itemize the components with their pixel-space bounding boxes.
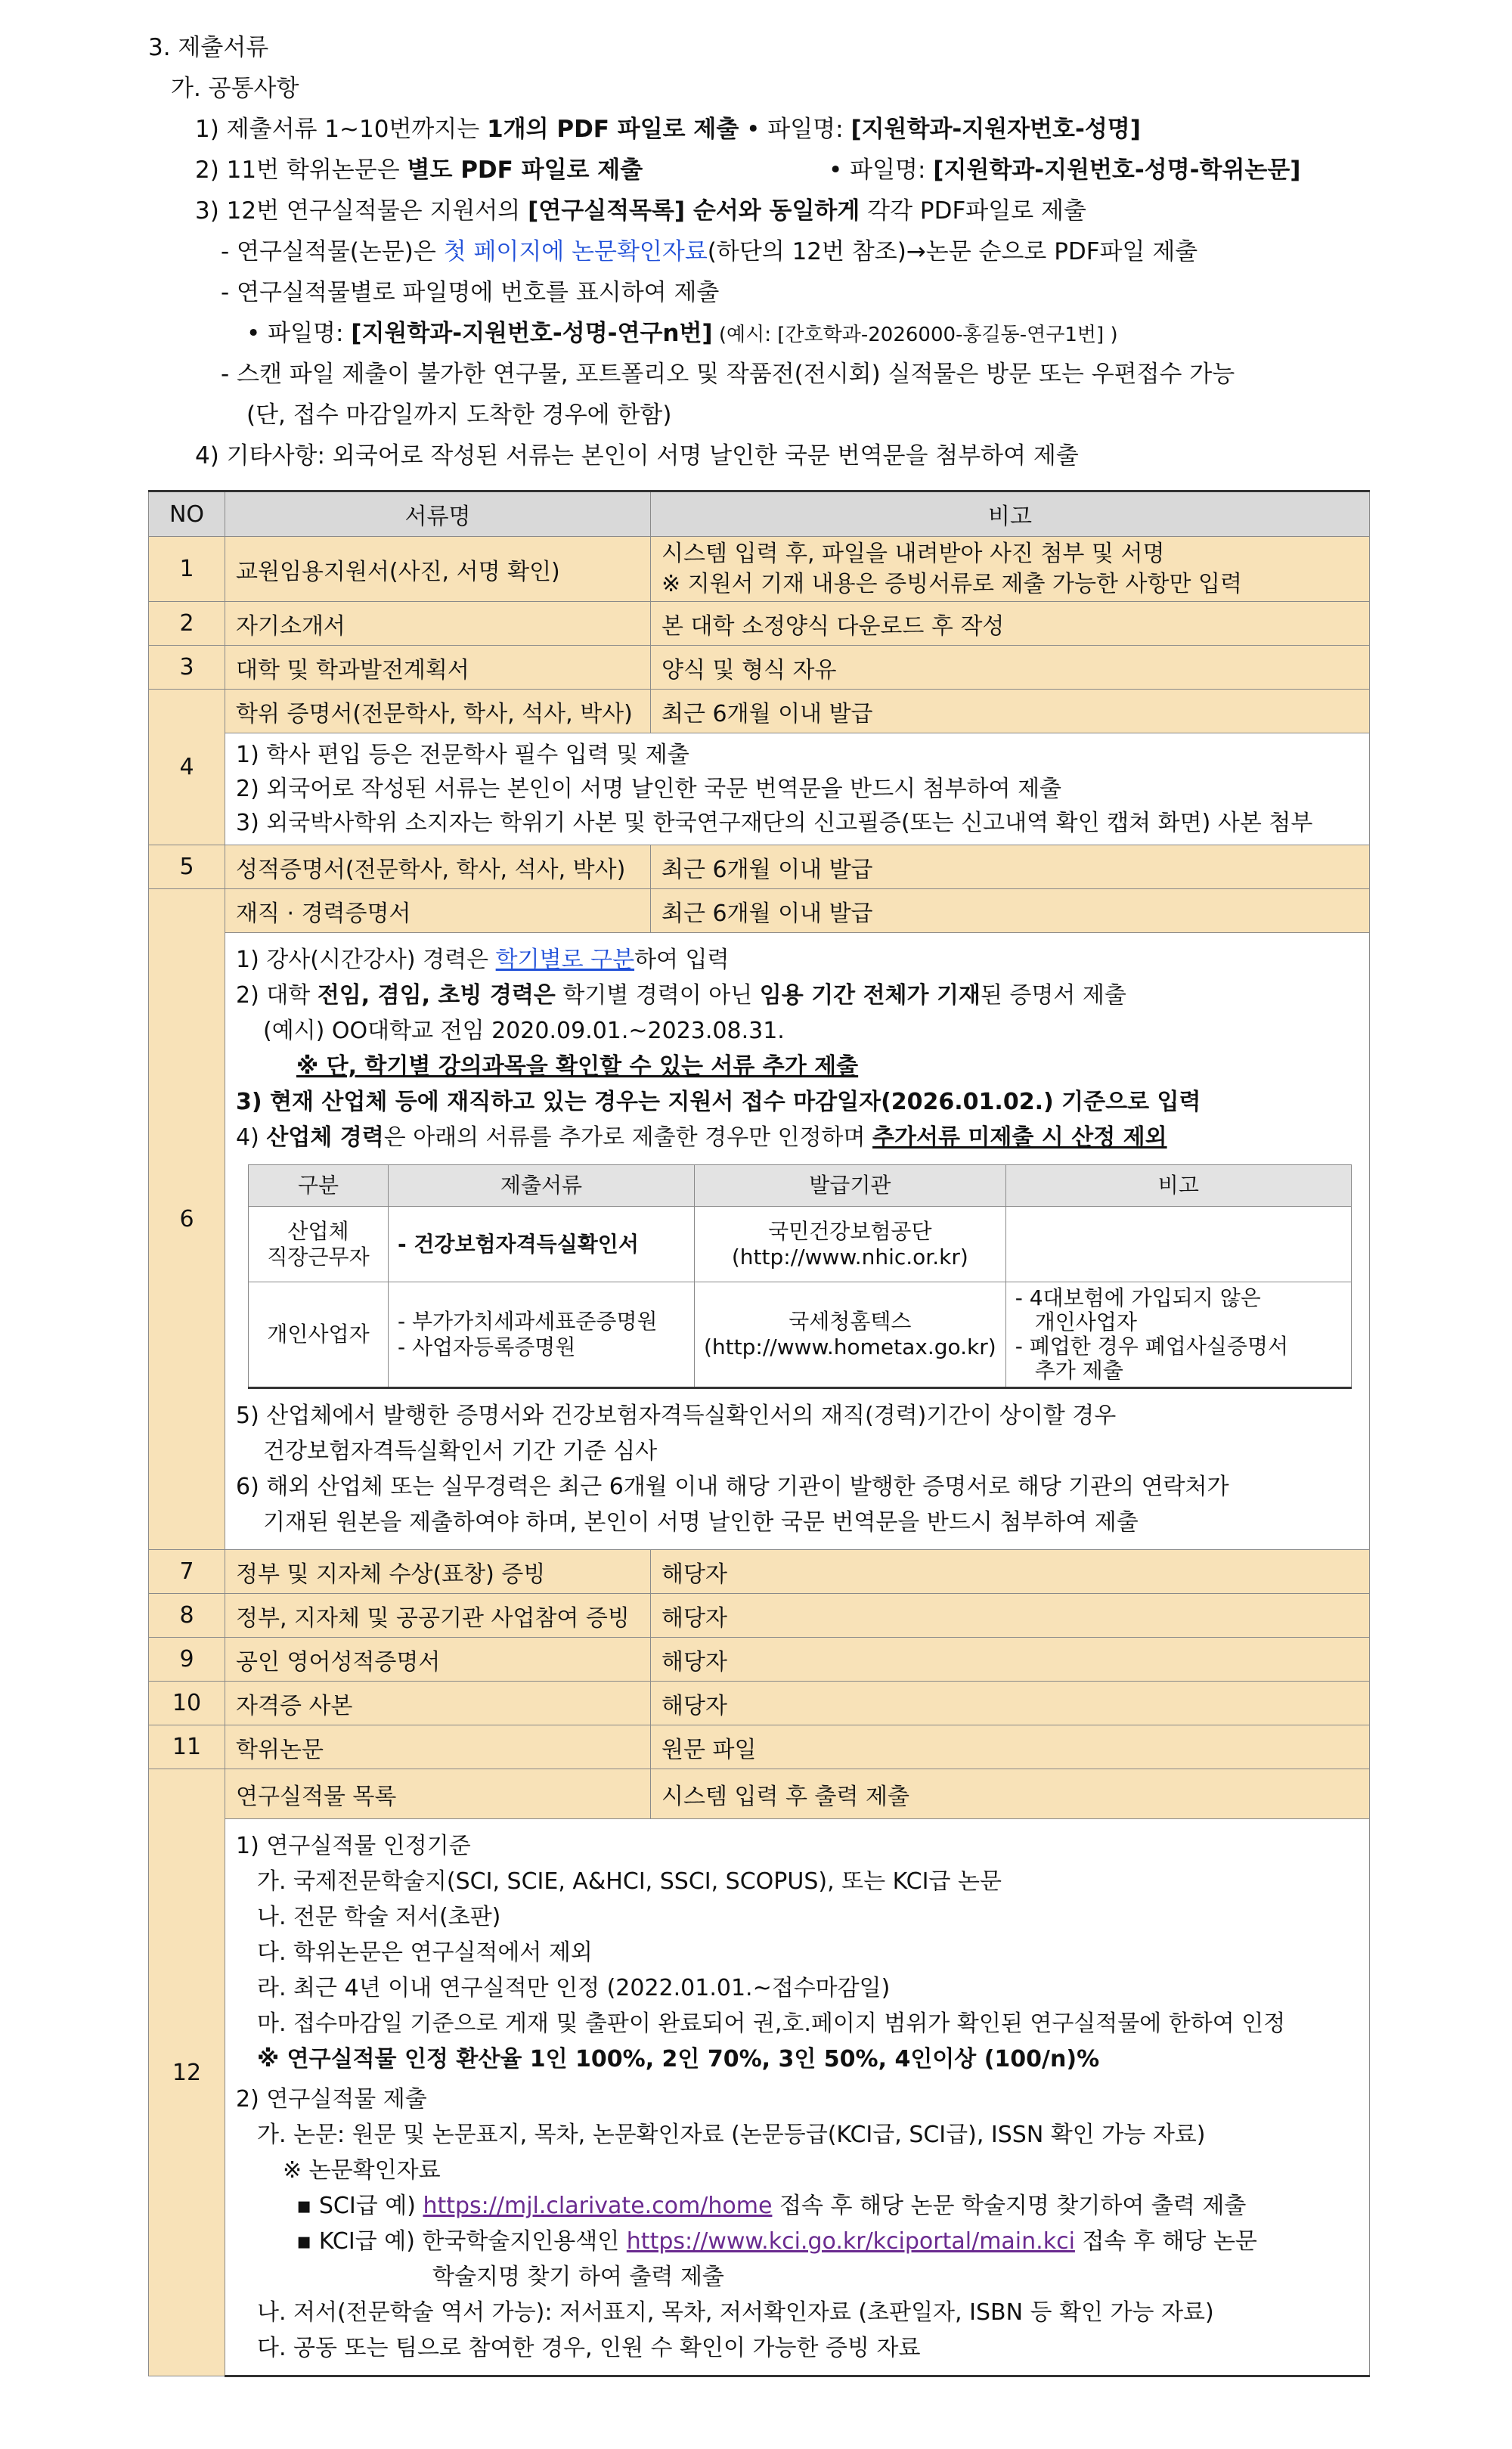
detail-text: 접속 후 해당 논문 학술지명 찾기하여 출력 제출 [772,2193,1247,2219]
table-row [149,1725,1370,1769]
row-no: 9 [149,1638,225,1682]
item-2-text: 2) 11번 학위논문은 [195,157,407,184]
header-no: NO [149,491,225,537]
row-document-name: 공인 영어성적증명서 [225,1638,651,1682]
row-document-name: 정부, 지자체 및 공공기관 사업참여 증빙 [225,1594,651,1638]
item-3-sub-3-label: • 파일명: [246,320,352,347]
sub-issuer [695,1207,1006,1282]
detail-line: 마. 접수마감일 기준으로 게재 및 출판이 완료되어 권,호.페이지 범위가 확인된 연구실적물에 한하여 인정 [257,2010,1286,2037]
item-3-sub-1-end: (하단의 12번 참조)→논문 순으로 PDF파일 제출 [707,238,1198,265]
table-header-row [149,491,1370,537]
item-4: 4) 기타사항: 외국어로 작성된 서류는 본인이 서명 날인한 국문 번역문을 첨부하여 제출 [195,442,1079,470]
row-document-name: 대학 및 학과발전계획서 [225,646,651,690]
table-row-detail [149,933,1370,1550]
sub-type-line: 산업체 [287,1218,349,1244]
row-remarks: 해당자 [651,1638,1370,1682]
detail-line: 다. 공동 또는 팀으로 참여한 경우, 인원 수 확인이 가능한 증빙 자료 [257,2335,921,2361]
detail-emphasis: 추가서류 미제출 시 산정 제외 [872,1124,1167,1151]
row-detail [225,933,1370,1550]
sub-header: 발급기관 [695,1165,1006,1207]
row-document-name: 연구실적물 목록 [225,1769,651,1819]
table-row [149,646,1370,690]
item-3-sub-1-highlight: 첫 페이지에 논문확인자료 [443,238,708,265]
item-1-filename-label: • 파일명: [739,116,851,143]
detail-highlight: 학기별로 구분 [495,947,635,973]
row-document-name: 교원임용지원서(사진, 서명 확인) [225,537,651,602]
detail-text: ▪ KCI급 예) 한국학술지인용색인 [296,2228,627,2255]
item-2-filename-label: • 파일명: [829,157,934,184]
item-1 [195,113,1141,145]
sub-document-line: - 부가가치세과세표준증명원 [398,1309,658,1334]
detail-line: 6) 해외 산업체 또는 실무경력은 최근 6개월 이내 해당 기관이 발행한 증명서로 해당 기관의 연락처가 [236,1474,1229,1500]
table-row-detail [149,1819,1370,2376]
detail-line: ※ 연구실적물 인정 환산율 1인 100%, 2인 70%, 3인 50%, 4인이상 (100/n)% [257,2046,1100,2072]
item-3-sub-3-filename: [지원학과-지원번호-성명-연구n번] [351,320,713,347]
kci-link[interactable]: https://www.kci.go.kr/kciportal/main.kci [626,2228,1075,2255]
item-3 [195,195,1086,227]
sub-type [249,1207,389,1282]
sub-header: 구분 [249,1165,389,1207]
detail-emphasis: 전임, 겸임, 초빙 경력은 [317,982,556,1009]
sub-row [249,1207,1352,1282]
row-document-name: 성적증명서(전문학사, 학사, 석사, 박사) [225,845,651,889]
table-row [149,889,1370,933]
sub-row [249,1282,1352,1388]
row-no: 7 [149,1550,225,1594]
sub-header: 비고 [1005,1165,1351,1207]
row-remarks: 최근 6개월 이내 발급 [651,889,1370,933]
sub-document: - 건강보험자격득실확인서 [389,1207,695,1282]
table-row [149,1769,1370,1819]
sub-document [389,1282,695,1388]
sub-issuer-name: 국세청홈텍스 [789,1309,912,1334]
row-remarks: 최근 6개월 이내 발급 [651,845,1370,889]
row-no: 3 [149,646,225,690]
detail-line [236,978,1359,1013]
documents-table [148,490,1370,2377]
item-2-filename-block [829,154,1300,186]
row-detail [225,1819,1370,2376]
row-no: 12 [149,1769,225,2376]
detail-line [236,1120,1359,1155]
row-remarks-line: 시스템 입력 후, 파일을 내려받아 사진 첨부 및 서명 [662,540,1165,567]
row-no: 11 [149,1725,225,1769]
row-remarks: 본 대학 소정양식 다운로드 후 작성 [651,602,1370,646]
table-row [149,1638,1370,1682]
row-remarks: 원문 파일 [651,1725,1370,1769]
detail-line: 2) 외국어로 작성된 서류는 본인이 서명 날인한 국문 번역문을 반드시 첨부하여 제출 [236,776,1062,802]
table-row [149,602,1370,646]
row-document-name: 학위논문 [225,1725,651,1769]
row-remarks: 최근 6개월 이내 발급 [651,690,1370,733]
sub-note-line: 추가 제출 [1034,1358,1123,1383]
detail-text: 은 아래의 서류를 추가로 제출한 경우만 인정하며 [383,1124,873,1151]
item-3-emphasis: [연구실적목록] 순서와 동일하게 [528,197,860,225]
item-3-sub-3 [246,318,1118,351]
detail-line: ※ 단, 학기별 강의과목을 확인할 수 있는 서류 추가 제출 [296,1053,859,1080]
table-row-detail [149,733,1370,845]
sub-issuer-url: (http://www.nhic.or.kr) [731,1244,968,1269]
row-document-name: 재직 · 경력증명서 [225,889,651,933]
detail-line: 3) 현재 산업체 등에 재직하고 있는 경우는 지원서 접수 마감일자(2026.01.02.) 기준으로 입력 [236,1089,1201,1115]
table-row [149,1682,1370,1725]
table-row [149,845,1370,889]
detail-line: 나. 전문 학술 저서(초판) [257,1904,501,1930]
row-remarks-line: ※ 지원서 기재 내용은 증빙서류로 제출 가능한 사항만 입력 [662,570,1242,597]
table-row [149,690,1370,733]
detail-line: ※ 논문확인자료 [283,2157,441,2184]
item-3-sub-3-example: (예시: [간호학과-2026000-홍길동-연구1번] ) [712,324,1118,346]
detail-line [236,942,1359,978]
table-row [149,1594,1370,1638]
sub-note [1005,1282,1351,1388]
detail-line: 1) 연구실적물 인정기준 [236,1833,471,1859]
sub-document-line: - 사업자등록증명원 [398,1335,576,1359]
detail-line: 건강보험자격득실확인서 기간 기준 심사 [263,1438,658,1465]
sub-note [1005,1207,1351,1282]
detail-emphasis: 임용 기간 전체가 기재 [759,982,981,1009]
detail-text: 2) 대학 [236,982,318,1009]
sub-note-line: 개인사업자 [1034,1310,1137,1335]
detail-line: 5) 산업체에서 발행한 증명서와 건강보험자격득실확인서의 재직(경력)기간이 상이할 경우 [236,1403,1117,1429]
detail-line: 나. 저서(전문학술 역서 가능): 저서표지, 목차, 저서확인자료 (초판일자, ISBN 등 확인 가능 자료) [257,2299,1214,2326]
detail-line: (예시) OO대학교 전임 2020.09.01.~2023.08.31. [263,1018,785,1044]
sub-issuer-url: (http://www.hometax.go.kr) [704,1335,996,1359]
detail-text: 학기별 경력이 아닌 [555,982,760,1009]
sub-header-row [249,1165,1352,1207]
sub-type-line: 직장근무자 [267,1244,370,1269]
detail-line: 가. 국제전문학술지(SCI, SCIE, A&HCI, SSCI, SCOPUS), 또는 KCI급 논문 [257,1868,1002,1895]
detail-line [236,2188,1359,2224]
detail-line [236,2224,1359,2259]
row-document-name: 학위 증명서(전문학사, 학사, 석사, 박사) [225,690,651,733]
sci-link[interactable]: https://mjl.clarivate.com/home [423,2193,773,2219]
detail-text: 접속 후 해당 논문 [1074,2228,1257,2255]
detail-line: 1) 학사 편입 등은 전문학사 필수 입력 및 제출 [236,742,689,768]
row-document-name: 정부 및 지자체 수상(표창) 증빙 [225,1550,651,1594]
detail-line: 학술지명 찾기 하여 출력 제출 [432,2264,724,2290]
detail-line: 라. 최근 4년 이내 연구실적만 인정 (2022.01.01.~접수마감일) [257,1975,891,2001]
detail-line: 2) 연구실적물 제출 [236,2086,427,2113]
item-3-sub-1-text: - 연구실적물(논문)은 [221,238,444,265]
row-remarks: 해당자 [651,1594,1370,1638]
item-3-sub-5: (단, 접수 마감일까지 도착한 경우에 한함) [246,401,672,429]
item-2 [195,154,643,186]
sub-header: 제출서류 [389,1165,695,1207]
detail-line: 3) 외국박사학위 소지자는 학위기 사본 및 한국연구재단의 신고필증(또는 신고내역 확인 캡쳐 화면) 사본 첨부 [236,810,1313,836]
detail-text: 된 증명서 제출 [980,982,1126,1009]
row-no: 2 [149,602,225,646]
row-remarks: 해당자 [651,1682,1370,1725]
row-document-name: 자격증 사본 [225,1682,651,1725]
detail-line: 기재된 원본을 제출하여야 하며, 본인이 서명 날인한 국문 번역문을 반드시 첨부하여 제출 [263,1509,1139,1536]
item-3-sub-4: - 스캔 파일 제출이 불가한 연구물, 포트폴리오 및 작품전(전시회) 실적물은 방문 또는 우편접수 가능 [221,361,1235,388]
row-no: 1 [149,537,225,602]
item-2-filename: [지원학과-지원번호-성명-학위논문] [933,157,1301,184]
detail-text: 4) [236,1124,267,1151]
row-no: 8 [149,1594,225,1638]
item-1-emphasis: 1개의 PDF 파일로 제출 [487,116,739,143]
table-row [149,1550,1370,1594]
detail-line: 가. 논문: 원문 및 논문표지, 목차, 논문확인자료 (논문등급(KCI급, SCI급), ISSN 확인 가능 자료) [257,2122,1206,2148]
row-no: 5 [149,845,225,889]
detail-line: 다. 학위논문은 연구실적에서 제외 [257,1939,593,1966]
row-remarks [651,537,1370,602]
detail-emphasis: 산업체 경력 [266,1124,384,1151]
item-3-sub-2: - 연구실적물별로 파일명에 번호를 표시하여 제출 [221,279,720,306]
item-1-filename: [지원학과-지원자번호-성명] [850,116,1141,143]
row-detail [225,733,1370,845]
sub-note-line: - 4대보험에 가입되지 않은 [1015,1285,1261,1310]
item-3-text-end: 각각 PDF파일로 제출 [860,197,1086,225]
row-remarks: 시스템 입력 후 출력 제출 [651,1769,1370,1819]
table-row [149,537,1370,602]
row-no: 6 [149,889,225,1550]
industry-career-table [248,1164,1352,1389]
header-remarks: 비고 [651,491,1370,537]
detail-text: 하여 입력 [634,947,730,973]
sub-issuer [695,1282,1006,1388]
row-remarks: 해당자 [651,1550,1370,1594]
detail-text: 1) 강사(시간강사) 경력은 [236,947,496,973]
detail-text: ▪ SCI급 예) [296,2193,423,2219]
sub-type: 개인사업자 [249,1282,389,1388]
section-heading: 3. 제출서류 [148,34,269,61]
row-no: 4 [149,690,225,845]
row-document-name: 자기소개서 [225,602,651,646]
item-3-sub-1 [221,236,1198,268]
sub-issuer-name: 국민건강보험공단 [768,1218,932,1244]
item-2-emphasis: 별도 PDF 파일로 제출 [407,157,643,184]
subsection-heading: 가. 공통사항 [171,75,299,102]
header-document-name: 서류명 [225,491,651,537]
row-remarks: 양식 및 형식 자유 [651,646,1370,690]
sub-note-line: - 폐업한 경우 폐업사실증명서 [1015,1334,1289,1359]
item-3-text: 3) 12번 연구실적물은 지원서의 [195,197,528,225]
row-no: 10 [149,1682,225,1725]
item-1-text: 1) 제출서류 1~10번까지는 [195,116,488,143]
